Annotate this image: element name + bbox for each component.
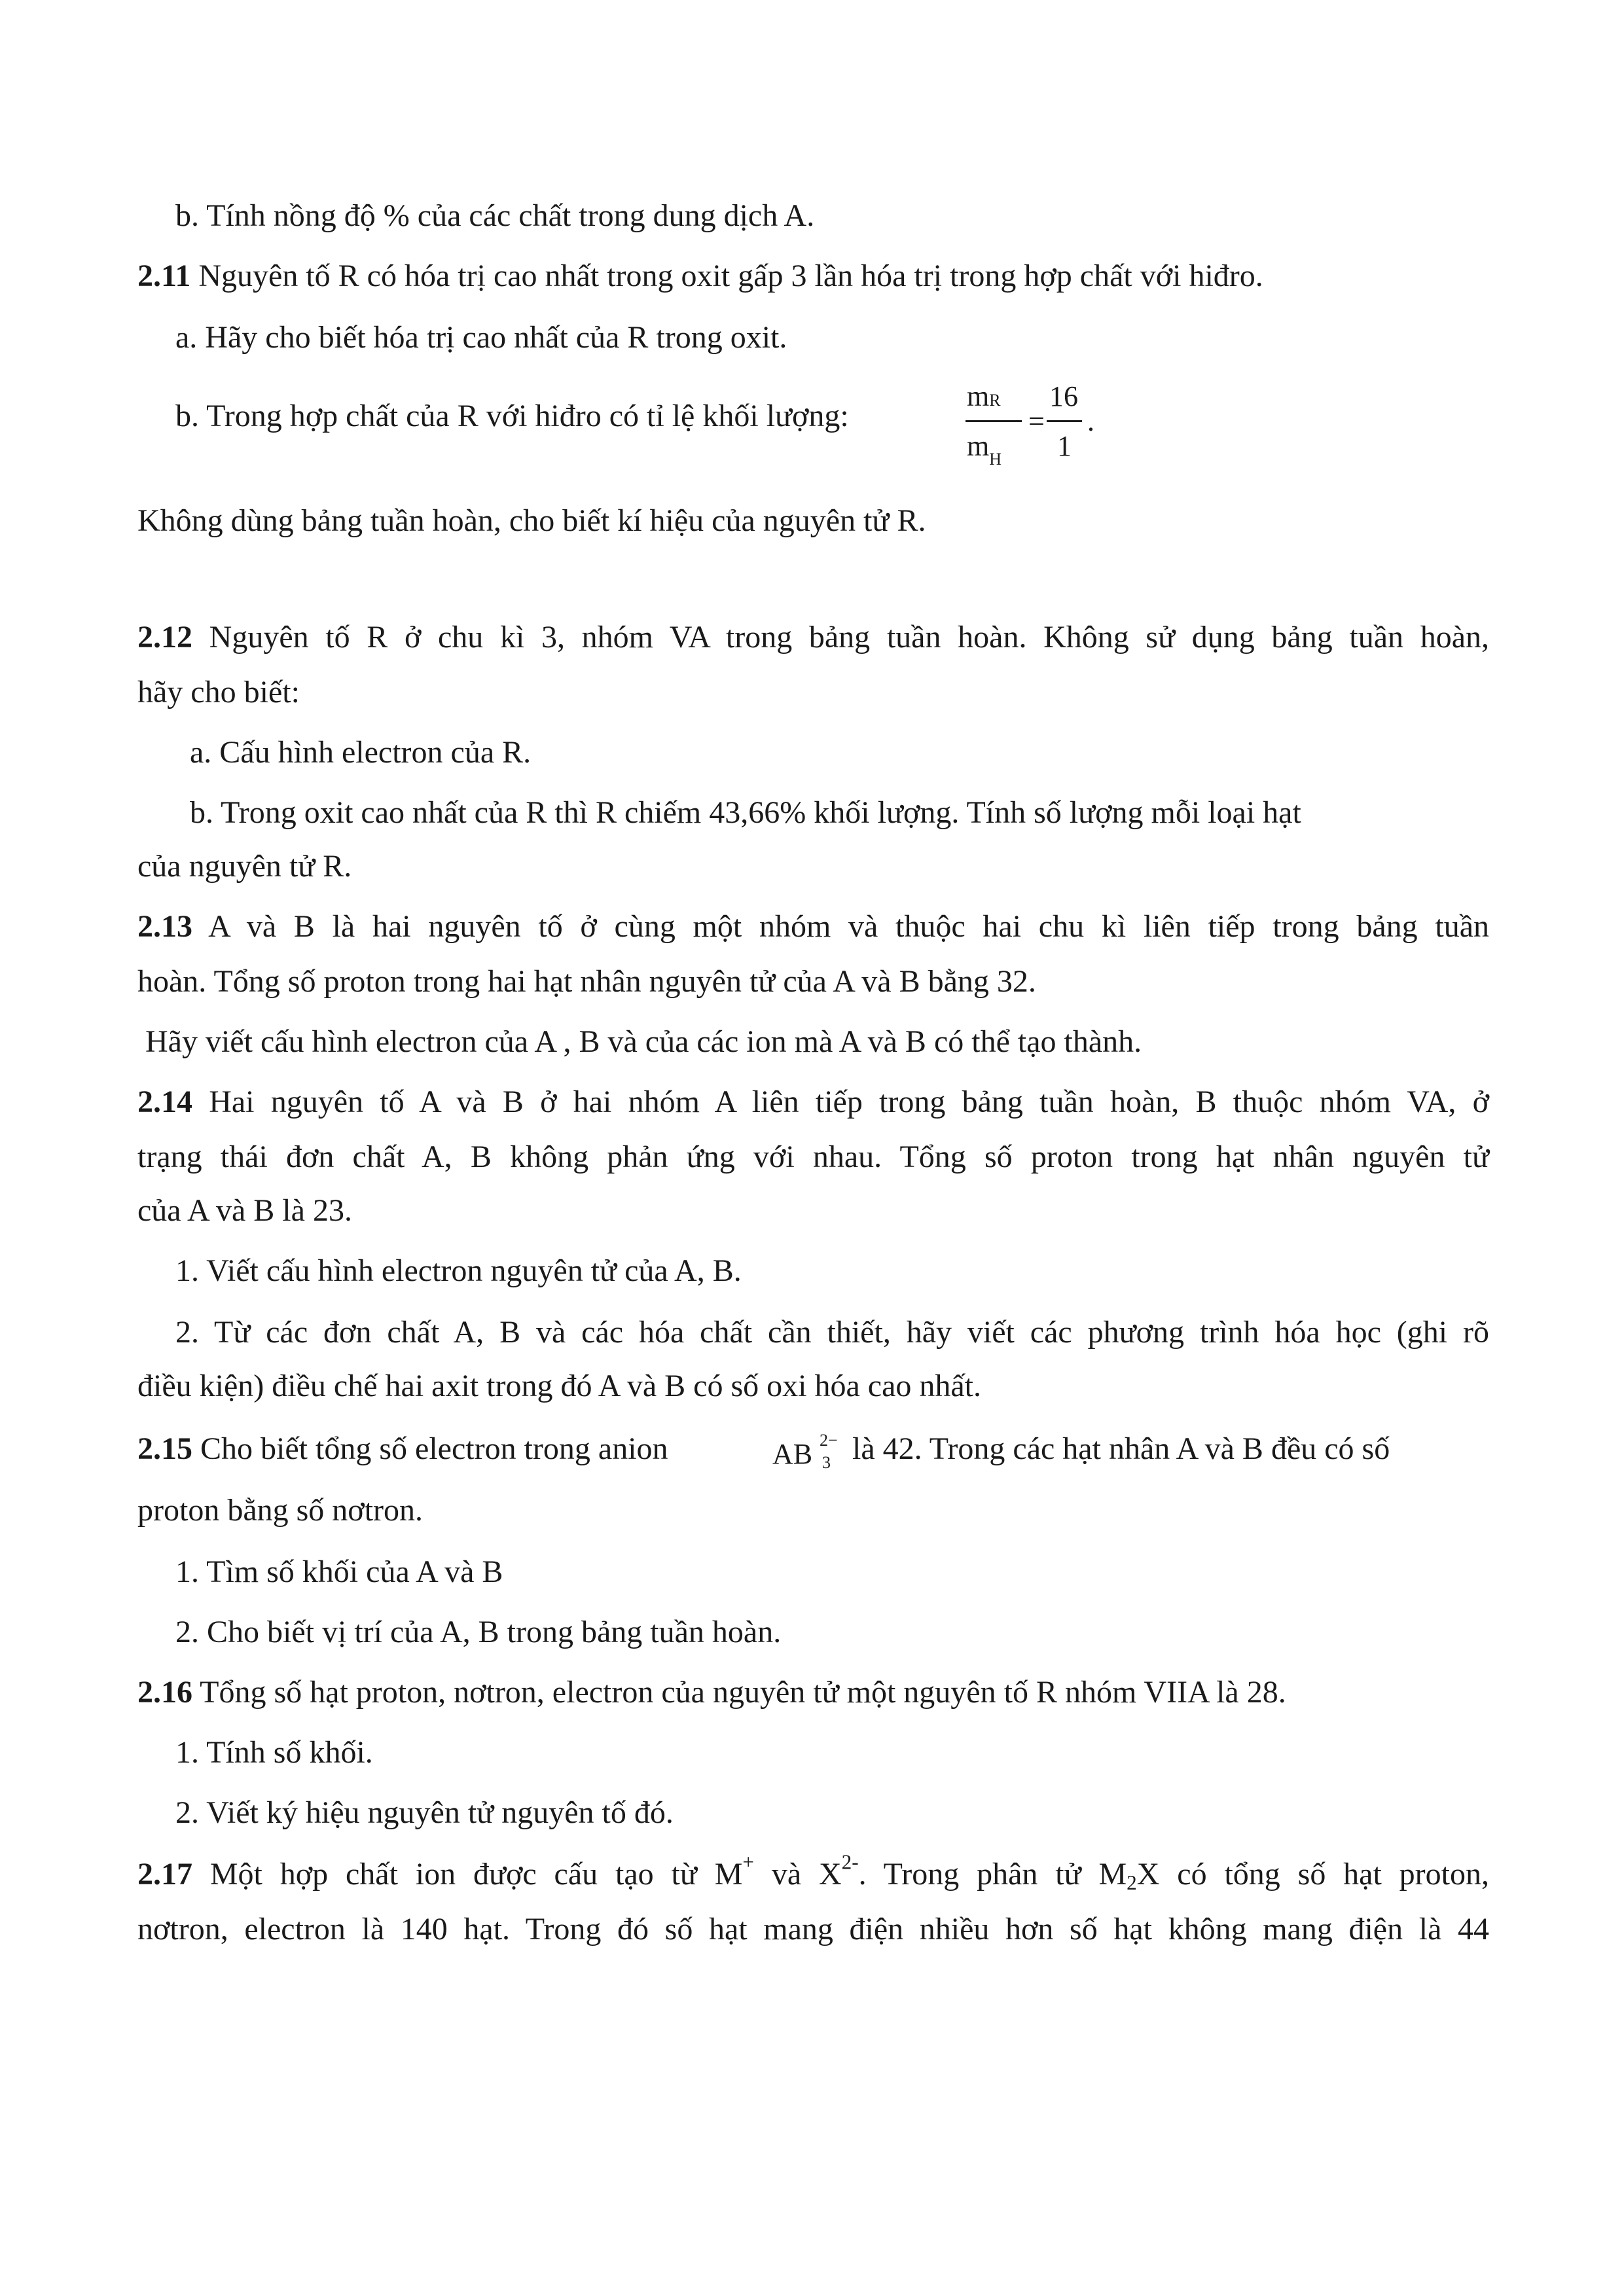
problem-number: 2.15 [137, 1431, 192, 1466]
problem-number: 2.16 [137, 1675, 192, 1710]
problem-2-14-item-1: 1. Viết cấu hình electron nguyên tử của A, B. [175, 1253, 742, 1288]
problem-2-17-line2: nơtron, electron là 140 hạt. Trong đó số hạt mang điện nhiều hơn số hạt không mang điện là 44 [137, 1912, 1489, 1946]
problem-2-14-heading: 2.14 Hai nguyên tố A và B ở hai nhóm A liên tiếp trong bảng tuần hoàn, B thuộc nhóm VA, ở [137, 1085, 1489, 1119]
problem-2-14-line2: trạng thái đơn chất A, B không phản ứng với nhau. Tổng số proton trong hạt nhân nguyên tử [137, 1139, 1489, 1174]
fraction-bar [1047, 420, 1082, 422]
problem-2-11-part-b: b. Trong hợp chất của R với hiđro có tỉ lệ khối lượng: [175, 399, 849, 433]
problem-2-13-line3: Hãy viết cấu hình electron của A , B và của các ion mà A và B có thể tạo thành. [145, 1024, 1142, 1059]
line-b-concentration: b. Tính nồng độ % của các chất trong dung dịch A. [175, 198, 815, 233]
problem-2-15-item-1: 1. Tìm số khối của A và B [175, 1554, 503, 1589]
problem-2-14-item-2: 2. Từ các đơn chất A, B và các hóa chất cần thiết, hãy viết các phương trình hóa học (ghi rõ [175, 1315, 1489, 1350]
problem-2-17-heading: 2.17 Một hợp chất ion được cấu tạo từ M+ và $X^{2-}$. Trong phân tử $M_2X$ có tổng số hạt proton, [137, 1850, 1489, 1894]
problem-2-14-line3: của A và B là 23. [137, 1193, 352, 1228]
problem-2-15-heading-cont: là 42. Trong các hạt nhân A và B đều có số [852, 1431, 1390, 1466]
problem-2-12-part-a: a. Cấu hình electron của R. [190, 735, 532, 770]
problem-2-14-item-2-cont: điều kiện) điều chế hai axit trong đó A và B có số oxi hóa cao nhất. [137, 1369, 982, 1403]
mass-ratio-fraction: mR $m_H$ = 16 1 . [967, 380, 1094, 469]
problem-2-16-item-1: 1. Tính số khối. [175, 1735, 373, 1770]
problem-number: 2.12 [137, 620, 192, 655]
problem-2-13-heading: 2.13 A và B là hai nguyên tố ở cùng một nhóm và thuộc hai chu kì liên tiếp trong bảng tuần [137, 909, 1489, 944]
problem-number: 2.14 [137, 1085, 192, 1119]
problem-number: 2.17 [137, 1857, 192, 1892]
problem-2-15-heading: 2.15 Cho biết tổng số electron trong anion [137, 1431, 668, 1466]
anion-formula: AB 2− 3 [772, 1431, 838, 1472]
problem-2-12-part-b-cont: của nguyên tử R. [137, 849, 352, 884]
problem-number: 2.11 [137, 259, 191, 293]
problem-2-11-part-a: a. Hãy cho biết hóa trị cao nhất của R trong oxit. [175, 320, 787, 355]
fraction-bar [965, 420, 1022, 422]
problem-2-16-heading: 2.16 Tổng số hạt proton, nơtron, electron của nguyên tử một nguyên tố R nhóm VIIA là 28. [137, 1675, 1286, 1710]
problem-number: 2.13 [137, 909, 192, 944]
problem-2-15-item-2: 2. Cho biết vị trí của A, B trong bảng tuần hoàn. [175, 1615, 782, 1649]
problem-2-16-item-2: 2. Viết ký hiệu nguyên tử nguyên tố đó. [175, 1795, 674, 1830]
problem-2-11-heading: 2.11 Nguyên tố R có hóa trị cao nhất trong oxit gấp 3 lần hóa trị trong hợp chất với hiđro. [137, 259, 1263, 293]
problem-2-12-part-b: b. Trong oxit cao nhất của R thì R chiếm 43,66% khối lượng. Tính số lượng mỗi loại hạt [190, 795, 1301, 830]
problem-2-12-line2: hãy cho biết: [137, 675, 300, 709]
problem-2-12-heading: 2.12 Nguyên tố R ở chu kì 3, nhóm VA trong bảng tuần hoàn. Không sử dụng bảng tuần hoàn, [137, 620, 1489, 655]
problem-2-11-instruction: Không dùng bảng tuần hoàn, cho biết kí hiệu của nguyên tử R. [137, 503, 926, 538]
problem-2-13-line2: hoàn. Tổng số proton trong hai hạt nhân nguyên tử của A và B bằng 32. [137, 964, 1036, 999]
problem-2-15-line2: proton bằng số nơtron. [137, 1493, 424, 1528]
